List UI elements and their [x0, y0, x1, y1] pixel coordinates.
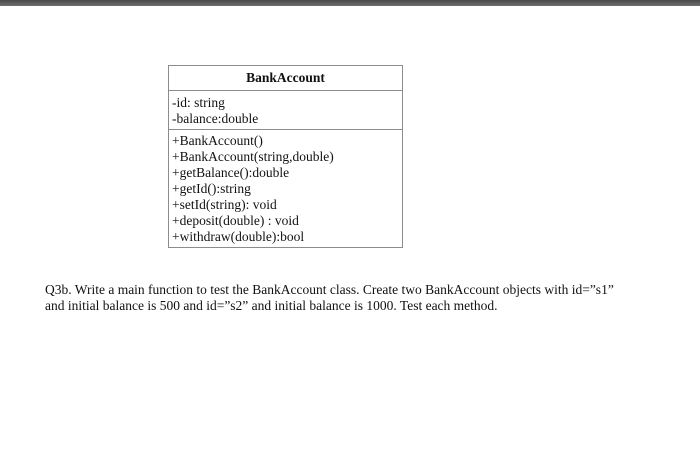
- uml-attribute: -id: string: [172, 95, 225, 110]
- uml-method: +BankAccount(string,double): [172, 149, 334, 164]
- uml-method: +setId(string): void: [172, 197, 277, 212]
- uml-method: +BankAccount(): [172, 133, 263, 148]
- uml-method: +getBalance():double: [172, 165, 290, 180]
- uml-method: +withdraw(double):bool: [172, 229, 305, 244]
- uml-method: +deposit(double) : void: [172, 213, 299, 228]
- top-edge-bar: [0, 0, 700, 6]
- uml-methods: [169, 130, 402, 247]
- question-line-2: and initial balance is 500 and id=”s2” and initial balance is 1000. Test each method.: [45, 298, 498, 313]
- uml-class-name: BankAccount: [169, 66, 402, 91]
- question-line-1: Q3b. Write a main function to test the BankAccount class. Create two BankAccount objects with id=”s1”: [45, 282, 614, 297]
- uml-attribute: -balance:double: [172, 111, 259, 126]
- uml-attributes: [169, 91, 402, 130]
- question-text: [45, 282, 675, 314]
- uml-class-diagram: [168, 65, 403, 248]
- uml-method: +getId():string: [172, 181, 251, 196]
